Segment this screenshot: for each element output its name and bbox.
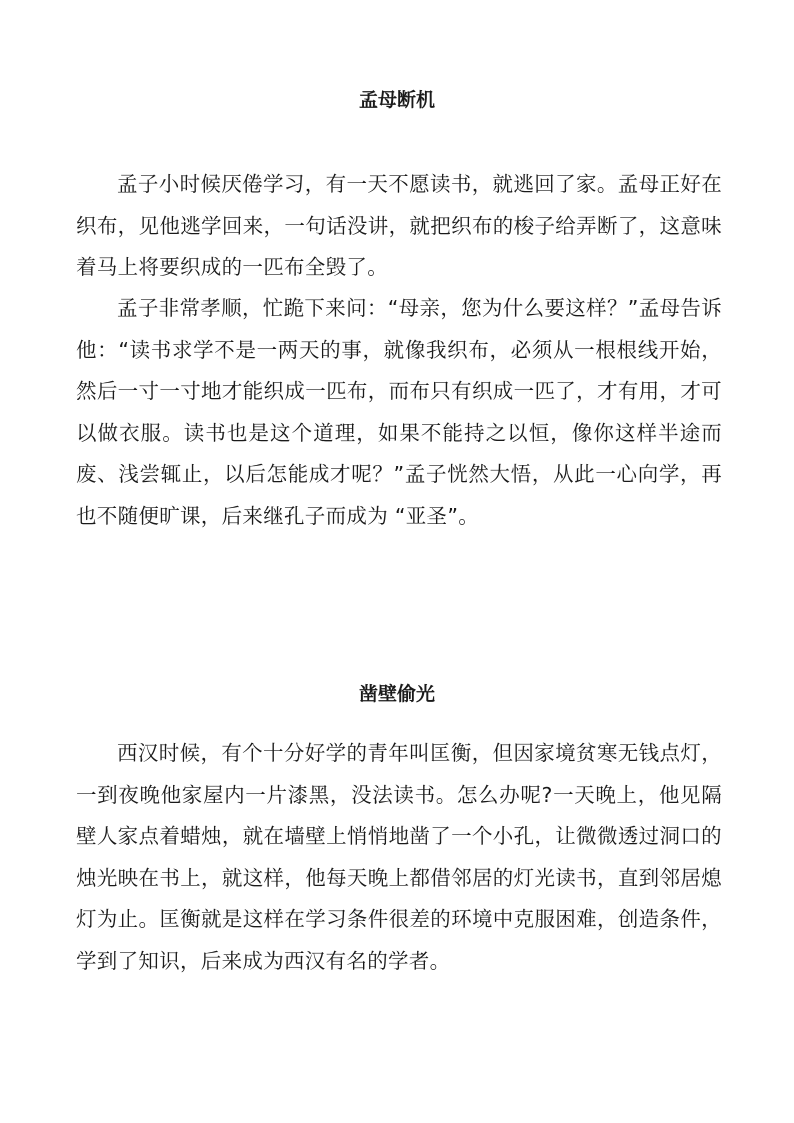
story-title: 凿壁偷光 bbox=[358, 683, 435, 705]
story-paragraph: 孟子非常孝顺，忙跪下来问：“母亲，您为什么要这样？”孟母告诉他：“读书求学不是一两天的事，就像我织布，必须从一根根线开始，然后一寸一寸地才能织成一匹布，而布只有织成一匹了，才有用，才可以做衣服。读书也是这个道理，如果不能持之以恒，像你这样半途而废、浅尝辄止，以后怎能成才呢？”孟子恍然大悟，从此一心向学，再也不随便旷课，后来继孔子而成为 “亚圣”。 bbox=[76, 296, 722, 528]
story-paragraph: 西汉时候，有个十分好学的青年叫匡衡，但因家境贫寒无钱点灯，一到夜晚他家屋内一片漆黑，没法读书。怎么办呢?一天晚上，他见隔壁人家点着蜡烛，就在墙壁上悄悄地凿了一个小孔，让微微透过洞口的烛光映在书上，就这样，他每天晚上都借邻居的灯光读书，直到邻居熄灯为止。匡衡就是这样在学习条件很差的环境中克服困难，创造条件，学到了知识，后来成为西汉有名的学者。 bbox=[76, 741, 722, 973]
story-paragraph: 孟子小时候厌倦学习，有一天不愿读书，就逃回了家。孟母正好在织布，见他逃学回来，一句话没讲，就把织布的梭子给弄断了，这意味着马上将要织成的一匹布全毁了。 bbox=[76, 172, 722, 279]
story-title: 孟母断机 bbox=[358, 89, 435, 111]
